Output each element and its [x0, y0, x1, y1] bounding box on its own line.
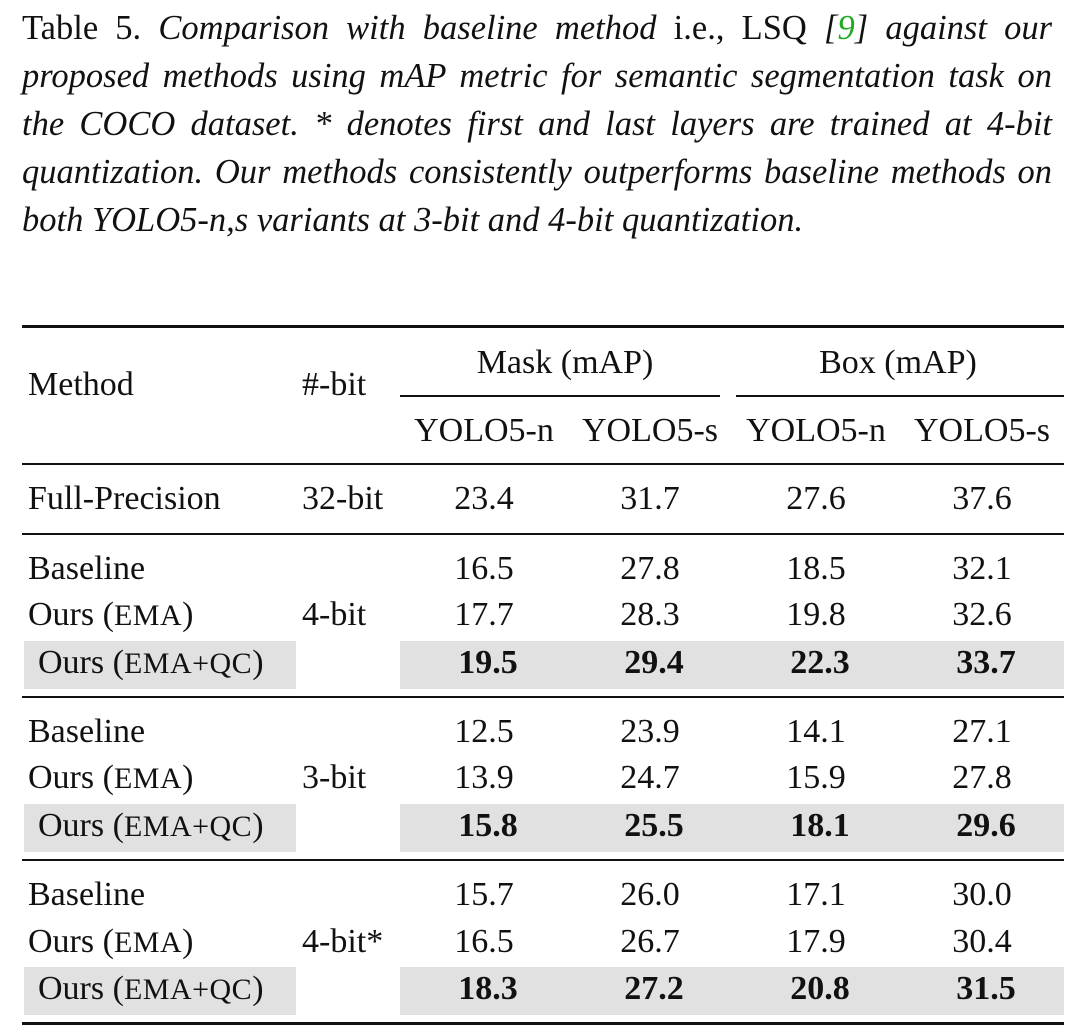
row-method	[28, 758, 193, 799]
table-cell-best: 29.4	[624, 644, 684, 681]
table-cell: 24.7	[620, 759, 680, 796]
method-variant: EMA	[113, 599, 183, 632]
caption-ie: i.e.,	[673, 9, 725, 47]
table-cell: 17.7	[454, 596, 514, 633]
table-cell-best: 22.3	[790, 644, 850, 681]
table-cell: 32.1	[952, 550, 1012, 587]
table-cell: 27.6	[786, 480, 846, 517]
method-variant: EMA	[113, 762, 183, 795]
table-cell: 13.9	[454, 759, 514, 796]
table-cell-best: 19.5	[458, 644, 518, 681]
method-close: )	[182, 596, 194, 633]
table-cell: 28.3	[620, 596, 680, 633]
citation-link[interactable]: 9	[837, 9, 855, 47]
header-method: Method	[28, 366, 134, 403]
row-method: Full-Precision	[28, 480, 221, 517]
group-rule-1	[22, 533, 1064, 535]
header-sub-col: YOLO5-s	[582, 412, 718, 449]
table-cell-best: 20.8	[790, 970, 850, 1007]
caption-label: Table 5.	[22, 9, 142, 47]
table-cell-best: 25.5	[624, 807, 684, 844]
header-mask: Mask (mAP)	[476, 344, 654, 381]
caption-cite-close: ]	[854, 9, 869, 47]
table-cell: 26.0	[620, 876, 680, 913]
table-cell: 14.1	[786, 713, 846, 750]
header-sub-col: YOLO5-n	[746, 412, 886, 449]
table-cell: 23.4	[454, 480, 514, 517]
group-rule-3	[22, 859, 1064, 861]
table-cell: 16.5	[454, 923, 514, 960]
method-prefix: Ours (	[28, 923, 114, 960]
table-caption	[22, 4, 1052, 244]
mask-header-underline	[400, 395, 720, 397]
table-cell: 12.5	[454, 713, 514, 750]
table-cell: 26.7	[620, 923, 680, 960]
table-cell: 27.8	[952, 759, 1012, 796]
caption-text-1: Comparison with baseline method	[158, 9, 657, 47]
caption-cite-open: [	[824, 9, 838, 47]
row-bits: 32-bit	[302, 480, 384, 517]
table-cell-best: 18.1	[790, 807, 850, 844]
row-method	[38, 643, 264, 684]
group-rule-2	[22, 696, 1064, 698]
table-cell: 16.5	[454, 550, 514, 587]
table-cell: 31.7	[620, 480, 680, 517]
row-bits: 4-bit*	[302, 923, 384, 960]
method-close: )	[252, 644, 264, 681]
table-cell: 37.6	[952, 480, 1012, 517]
table-cell-best: 18.3	[458, 970, 518, 1007]
method-variant: EMA+QC	[123, 647, 253, 680]
box-header-underline	[736, 395, 1064, 397]
header-bottom-rule	[22, 463, 1064, 465]
method-prefix: Ours (	[38, 807, 124, 844]
table-cell: 19.8	[786, 596, 846, 633]
table-cell: 27.1	[952, 713, 1012, 750]
header-sub-col: YOLO5-n	[414, 412, 554, 449]
caption-lsq: LSQ	[741, 9, 807, 47]
table-cell: 18.5	[786, 550, 846, 587]
table-cell: 17.9	[786, 923, 846, 960]
row-method	[38, 806, 264, 847]
table-cell: 32.6	[952, 596, 1012, 633]
table-cell: 15.7	[454, 876, 514, 913]
table-cell-best: 27.2	[624, 970, 684, 1007]
row-method	[38, 969, 264, 1010]
row-bits: 3-bit	[302, 759, 367, 796]
table-cell-best: 31.5	[956, 970, 1016, 1007]
method-prefix: Ours (	[28, 596, 114, 633]
method-close: )	[182, 923, 194, 960]
header-sub-col: YOLO5-s	[914, 412, 1050, 449]
table-cell: 27.8	[620, 550, 680, 587]
table-bottom-rule	[22, 1022, 1064, 1025]
row-method	[28, 595, 193, 636]
row-method: Baseline	[28, 876, 146, 913]
method-close: )	[182, 759, 194, 796]
caption-text-2: against our proposed methods using mAP metric for semantic segmentation task on the COCO dataset. * denotes first and last layers are trained at 4-bit quantization. Our methods consistently outperforms baseline methods on both YOLO5-n,s variants at 3-bit and 4-bit quantization.	[22, 9, 1053, 239]
table-top-rule	[22, 325, 1064, 328]
row-method	[28, 922, 193, 963]
table-cell-best: 33.7	[956, 644, 1016, 681]
method-variant: EMA	[113, 926, 183, 959]
table-cell: 15.9	[786, 759, 846, 796]
header-box: Box (mAP)	[819, 344, 977, 381]
method-variant: EMA+QC	[123, 810, 253, 843]
header-bits: #-bit	[302, 366, 367, 403]
row-method: Baseline	[28, 550, 146, 587]
method-variant: EMA+QC	[123, 973, 253, 1006]
method-prefix: Ours (	[38, 970, 124, 1007]
method-prefix: Ours (	[28, 759, 114, 796]
table-cell: 17.1	[786, 876, 846, 913]
table-cell: 23.9	[620, 713, 680, 750]
method-close: )	[252, 970, 264, 1007]
table-cell: 30.4	[952, 923, 1012, 960]
method-close: )	[252, 807, 264, 844]
row-bits: 4-bit	[302, 596, 367, 633]
table-cell-best: 29.6	[956, 807, 1016, 844]
method-prefix: Ours (	[38, 644, 124, 681]
table-cell: 30.0	[952, 876, 1012, 913]
table-cell-best: 15.8	[458, 807, 518, 844]
row-method: Baseline	[28, 713, 146, 750]
